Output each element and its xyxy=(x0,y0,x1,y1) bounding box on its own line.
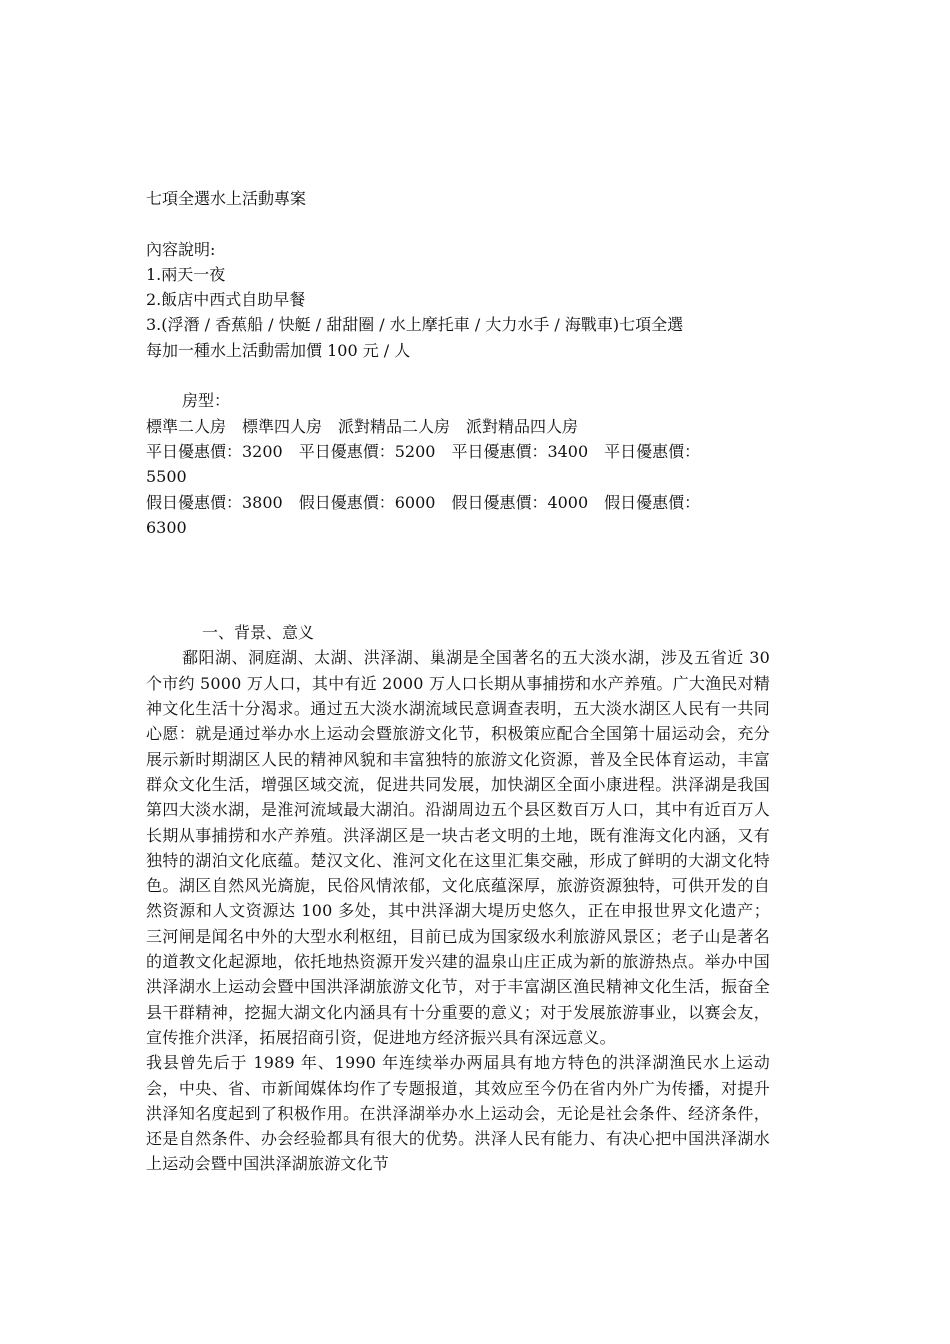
extra-note: 每加一種水上活動需加價 100 元 / 人 xyxy=(146,340,411,360)
weekday-price-wrap: 5500 xyxy=(146,467,187,487)
body-paragraph: 我县曾先后于 1989 年、1990 年连续举办两届具有地方特色的洪泽湖渔民水上运动会，中央、省、市新闻媒体均作了专题报道，其效应至今仍在省内外广为传播，对提升洪泽知名度起到了积极作用。在洪泽湖举办水上运动会，无论是社会条件、经济条件，还是自然条件、办会经验都具有很大的优势。洪泽人民有能力、有决心把中国洪泽湖水上运动会暨中国洪泽湖旅游文化节 xyxy=(146,1053,770,1174)
description-label: 內容說明: xyxy=(146,239,216,259)
document-page xyxy=(146,186,806,1177)
holiday-price-line: 假日優惠價：3800 假日優惠價：6000 假日優惠價：4000 假日優惠價： xyxy=(146,492,701,512)
spacer xyxy=(146,363,806,388)
list-item: 1.兩天一夜 xyxy=(146,264,226,284)
spacer xyxy=(146,540,806,620)
section-heading: 一、背景、意义 xyxy=(202,623,315,643)
list-item: 2.飯店中西式自助早餐 xyxy=(146,290,306,310)
room-types-line: 標準二人房 標準四人房 派對精品二人房 派對精品四人房 xyxy=(146,416,579,436)
holiday-price-wrap: 6300 xyxy=(146,517,187,537)
document-title: 七項全選水上活動專案 xyxy=(146,189,307,208)
weekday-price-line: 平日優惠價：3200 平日優惠價：5200 平日優惠價：3400 平日優惠價： xyxy=(146,441,701,461)
body-paragraph: 鄱阳湖、洞庭湖、太湖、洪泽湖、巢湖是全国著名的五大淡水湖，涉及五省近 30 个市约 5000 万人口，其中有近 2000 万人口长期从事捕捞和水产养殖。广大渔民对精神文化生活十分渴求。通过五大淡水湖流域民意调查表明，五大淡水湖区人民有一共同心愿：就是通过举办水上运动会暨旅游文化节，积极策应配合全国第十届运动会，充分展示新时期湖区人民的精神风貌和丰富独特的旅游文化资源，普及全民体育运动，丰富群众文化生活，增强区域交流，促进共同发展，加快湖区全面小康进程。洪泽湖是我国第四大淡水湖，是淮河流域最大湖泊。沿湖周边五个县区数百万人口，其中有近百万人长期从事捕捞和水产养殖。洪泽湖区是一块古老文明的土地，既有淮海文化内涵，又有独特的湖泊文化底蕴。楚汉文化、淮河文化在这里汇集交融，形成了鲜明的大湖文化特色。湖区自然风光旖旎，民俗风情浓郁，文化底蕴深厚，旅游资源独特，可供开发的自然资源和人文资源达 100 多处，其中洪泽湖大堤历史悠久，正在申报世界文化遗产；三河闸是闻名中外的大型水利枢纽，目前已成为国家级水利旅游风景区；老子山是著名的道教文化起源地，依托地热资源开发兴建的温泉山庄正成为新的旅游热点。举办中国洪泽湖水上运动会暨中国洪泽湖旅游文化节，对于丰富湖区渔民精神文化生活，振奋全县干群精神，挖掘大湖文化内涵具有十分重要的意义；对于发展旅游事业，以赛会友，宣传推介洪泽，拓展招商引资，促进地方经济振兴具有深远意义。 xyxy=(146,648,770,1047)
spacer xyxy=(146,211,806,236)
room-label: 房型： xyxy=(182,391,231,411)
list-item: 3.(浮潛 / 香蕉船 / 快艇 / 甜甜圈 / 水上摩托車 / 大力水手 / 海戰車)七項全選 xyxy=(146,315,684,335)
